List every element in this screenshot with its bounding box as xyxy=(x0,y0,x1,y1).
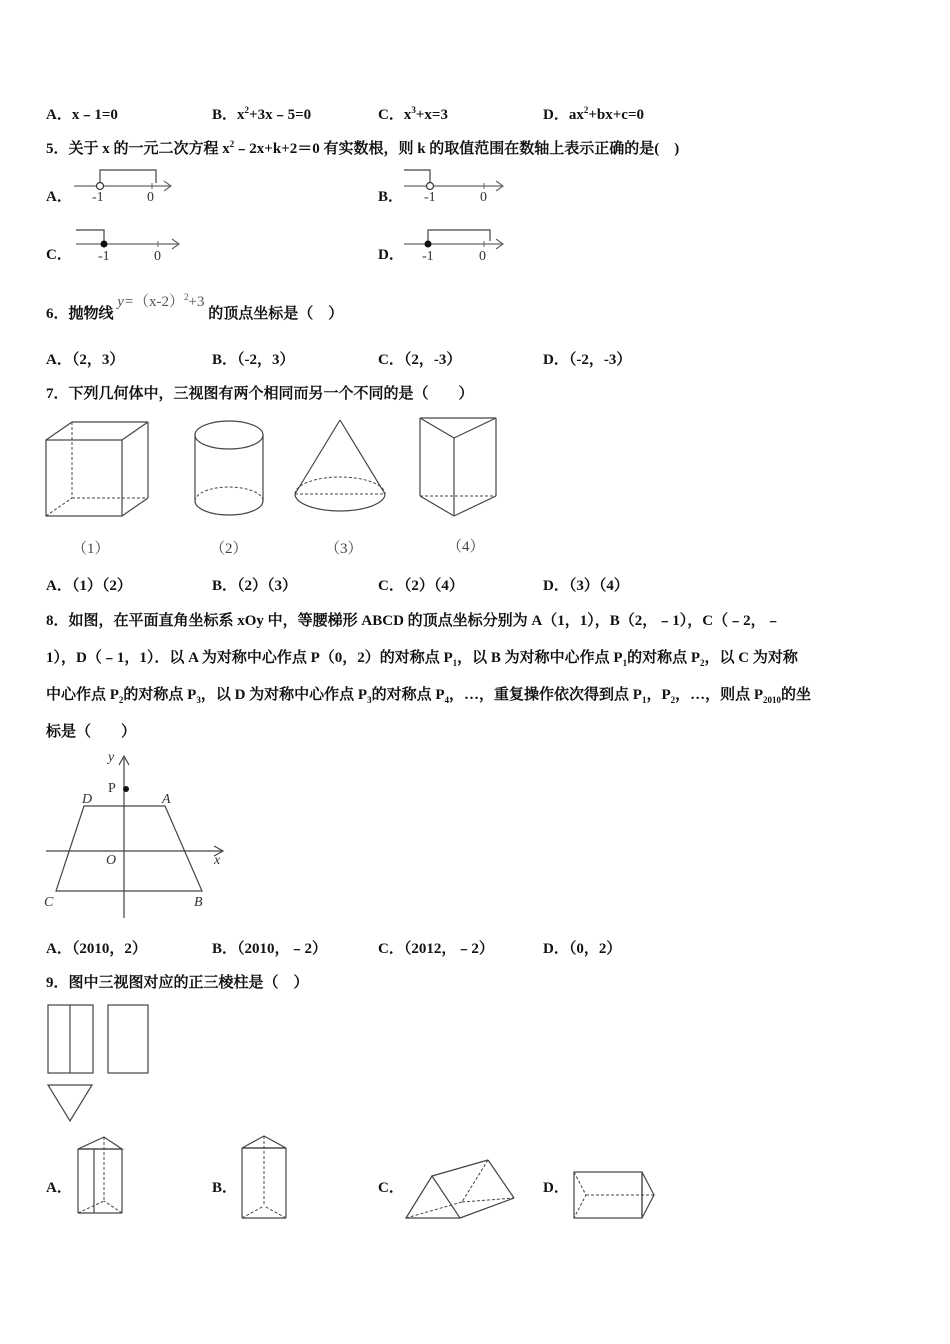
q7-prism-figure xyxy=(418,416,503,520)
svg-text:A: A xyxy=(162,792,171,807)
svg-text:-1: -1 xyxy=(424,190,436,205)
q8-option-b: B．（2010，﹣2） xyxy=(212,941,328,957)
q8-point-p xyxy=(123,786,129,792)
svg-text:-1: -1 xyxy=(422,249,434,264)
q9-option-d-label: D． xyxy=(543,1180,569,1196)
q8-option-d: D．（0，2） xyxy=(543,941,622,957)
q7-caption-4: （4） xyxy=(447,539,485,555)
q8-line-3: 中心作点 $P_2$的对称点 $P_3$，以 D 为对称中心作点 $P_3$的对称点 $P_4$，…，重复操作依次得到点 $P_1$，$P_2$，…，则点 $P_{2010}$的坐 xyxy=(46,687,812,705)
svg-text:C: C xyxy=(44,895,54,910)
q6-stem: 6．抛物线 $y=(x-2)^2+3$ 的顶点坐标是（ ） xyxy=(46,292,344,322)
q8-option-a: A．（2010，2） xyxy=(46,941,147,957)
q6-option-b: B．（-2，3） xyxy=(212,352,295,368)
q4-option-b: B．$x^2+3x﹣5=0$ xyxy=(212,105,312,123)
q5-numberline-d xyxy=(402,224,512,266)
svg-text:0: 0 xyxy=(480,190,487,205)
q6-option-a: A．（2，3） xyxy=(46,352,125,368)
q4-option-c: C．$x^3+x=3$ xyxy=(378,105,448,123)
q9-prism-b xyxy=(238,1134,294,1222)
q9-option-b-label: B． xyxy=(212,1180,238,1196)
q5-option-c-label: C． xyxy=(46,247,72,263)
q7-caption-1: （1） xyxy=(72,541,110,557)
svg-text:x: x xyxy=(214,853,221,868)
q9-prism-a xyxy=(74,1135,126,1219)
q8-line-1: 8．如图，在平面直角坐标系 xOy 中，等腰梯形 ABCD 的顶点坐标分别为 A（1，1），B（2，﹣1），C（﹣2，﹣ xyxy=(46,613,781,629)
svg-text:D: D xyxy=(82,792,93,807)
q6-option-d: D．（-2，-3） xyxy=(543,352,632,368)
svg-text:0: 0 xyxy=(479,249,486,264)
q4-option-a: A．x﹣1=0 xyxy=(46,107,118,123)
q4-option-d: D．$ax^2+bx+c=0$ xyxy=(543,105,644,123)
q8-line-2: 1），D（﹣1，1）．以 A 为对称中心作点 P（0，2）的对称点 $P_1$，以 B 为对称中心作点 $P_1$的对称点 $P_2$，以 C 为对称 xyxy=(46,650,798,668)
q5-numberline-b xyxy=(402,166,512,206)
q9-option-c-label: C． xyxy=(378,1180,404,1196)
q9-prism-d xyxy=(572,1170,658,1222)
q5-option-b-label: B． xyxy=(378,189,404,205)
q7-cone-figure xyxy=(292,418,392,518)
q9-option-a-label: A． xyxy=(46,1180,72,1196)
q8-trapezoid-figure xyxy=(44,748,226,920)
q8-option-c: C．（2012，﹣2） xyxy=(378,941,494,957)
svg-text:y: y xyxy=(108,750,115,765)
q6-option-c: C．（2，-3） xyxy=(378,352,462,368)
q7-option-c: C．（2）（4） xyxy=(378,578,464,594)
svg-text:-1: -1 xyxy=(92,190,104,205)
q9-three-views-figure xyxy=(46,1003,152,1125)
q5-numberline-c xyxy=(74,224,184,266)
svg-text:B: B xyxy=(194,895,203,910)
q5-stem: 5．关于 x 的一元二次方程 $x^2﹣2x+k+2=0$ 有实数根，则 k 的取值范围在数轴上表示正确的是( ) xyxy=(46,139,680,157)
q7-stem: 7．下列几何体中，三视图有两个相同而另一个不同的是（ ） xyxy=(46,386,474,402)
q6-formula: $y=(x-2)^2+3$ xyxy=(117,292,205,310)
q5-option-a-label: A． xyxy=(46,189,72,205)
q7-cylinder-figure xyxy=(192,418,272,520)
q7-option-a: A．（1）（2） xyxy=(46,578,132,594)
q7-option-b: B．（2）（3） xyxy=(212,578,298,594)
svg-text:P: P xyxy=(108,781,116,796)
q7-caption-2: （2） xyxy=(210,541,248,557)
q7-cube-figure xyxy=(44,420,154,520)
q9-stem: 9．图中三视图对应的正三棱柱是（ ） xyxy=(46,975,309,991)
q8-line-4: 标是（ ） xyxy=(46,724,137,740)
svg-text:-1: -1 xyxy=(98,249,110,264)
svg-text:0: 0 xyxy=(147,190,154,205)
q5-option-d-label: D． xyxy=(378,247,404,263)
svg-text:O: O xyxy=(106,853,117,868)
svg-text:0: 0 xyxy=(154,249,161,264)
q9-prism-c xyxy=(404,1158,518,1222)
q7-option-d: D．（3）（4） xyxy=(543,578,629,594)
q5-numberline-a xyxy=(72,166,177,206)
q7-caption-3: （3） xyxy=(325,541,363,557)
